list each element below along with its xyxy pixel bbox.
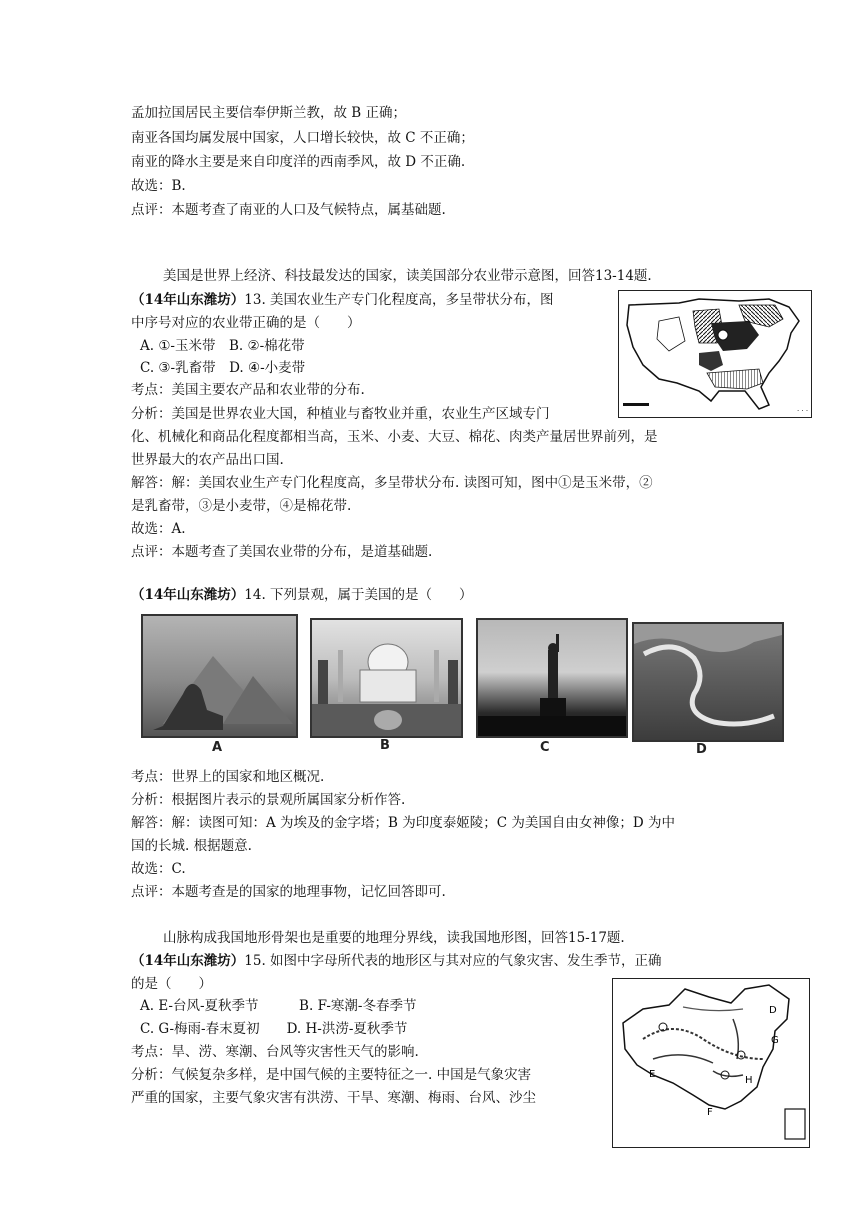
question-source: （14年山东潍坊）	[131, 292, 245, 308]
kaodian-text: 考点：美国主要农产品和农业带的分布.	[131, 382, 365, 398]
dianping-text: 点评：本题考查是的国家的地理事物，记忆回答即可.	[131, 884, 446, 900]
usa-map-drawing	[619, 291, 812, 418]
photo-statue-of-liberty	[476, 618, 628, 738]
photo-taj-mahal	[310, 618, 463, 738]
guxuan-text: 故选：A.	[131, 521, 186, 537]
text-line: 故选：B.	[131, 178, 186, 194]
text-line: 点评：本题考查了南亚的人口及气候特点，属基础题.	[131, 202, 446, 218]
great-wall-drawing	[634, 624, 784, 742]
china-map-drawing	[613, 979, 810, 1148]
map-letter: F	[707, 1107, 713, 1118]
question-text: 14. 下列景观，属于美国的是（ ）	[244, 587, 473, 603]
svg-text:. . .: . . .	[797, 405, 809, 413]
photo-great-wall	[632, 622, 784, 742]
question-source: （14年山东潍坊）	[131, 953, 245, 969]
map-letter: E	[649, 1069, 656, 1080]
fenxi-text: 分析：气候复杂多样，是中国气候的主要特征之一. 中国是气象灾害	[131, 1067, 532, 1083]
fenxi-text: 严重的国家，主要气象灾害有洪涝、干旱、寒潮、梅雨、台风、沙尘	[131, 1090, 536, 1106]
photo-label-d: D	[696, 742, 707, 757]
fenxi-text: 世界最大的农产品出口国.	[131, 452, 284, 468]
fenxi-text: 分析：根据图片表示的景观所属国家分析作答.	[131, 792, 406, 808]
question-text: 中序号对应的农业带正确的是（ ）	[131, 315, 361, 331]
china-terrain-map	[612, 978, 810, 1148]
question-13	[131, 290, 554, 310]
kaodian-text: 考点：世界上的国家和地区概况.	[131, 769, 325, 785]
taj-mahal-drawing	[312, 620, 463, 738]
question-15	[131, 951, 662, 971]
question-text: 13. 美国农业生产专门化程度高，多呈带状分布，图	[244, 292, 554, 308]
intro-text: 山脉构成我国地形骨架也是重要的地理分界线，读我国地形图，回答15-17题.	[163, 930, 625, 946]
pyramid-sphinx-drawing	[143, 616, 298, 738]
question-source: （14年山东潍坊）	[131, 587, 245, 603]
question-options: C. ③-乳畜带 D. ④-小麦带	[140, 360, 306, 376]
usa-agriculture-map	[618, 290, 812, 418]
question-text: 的是（ ）	[131, 976, 212, 992]
fenxi-text: 化、机械化和商品化程度都相当高，玉米、小麦、大豆、棉花、肉类产量居世界前列，是	[131, 429, 658, 445]
question-options: A. ①-玉米带 B. ②-棉花带	[140, 338, 305, 354]
intro-text: 美国是世界上经济、科技最发达的国家，读美国部分农业带示意图，回答13-14题.	[163, 268, 652, 284]
photo-label-b: B	[380, 738, 390, 753]
statue-of-liberty-drawing	[478, 620, 628, 738]
dianping-text: 点评：本题考查了美国农业带的分布，是道基础题.	[131, 544, 433, 560]
text-line: 南亚各国均属发展中国家，人口增长较快，故 C 不正确；	[131, 130, 474, 146]
guxuan-text: 故选：C.	[131, 861, 186, 877]
map-letter: D	[769, 1005, 777, 1016]
photo-label-a: A	[212, 740, 223, 755]
kaodian-text: 考点：旱、涝、寒潮、台风等灾害性天气的影响.	[131, 1044, 419, 1060]
map-letter: H	[745, 1075, 753, 1086]
question-14	[131, 585, 473, 605]
fenxi-text: 分析：美国是世界农业大国，种植业与畜牧业并重，农业生产区域专门	[131, 406, 550, 422]
text-line: 南亚的降水主要是来自印度洋的西南季风，故 D 不正确.	[131, 154, 466, 170]
question-options: C. G-梅雨-春末夏初 D. H-洪涝-夏秋季节	[140, 1021, 408, 1037]
jieda-text: 国的长城. 根据题意.	[131, 838, 252, 854]
question-text: 15. 如图中字母所代表的地形区与其对应的气象灾害、发生季节，正确	[244, 953, 662, 969]
text-line: 孟加拉国居民主要信奉伊斯兰教，故 B 正确；	[131, 105, 407, 121]
jieda-text: 解答：解：美国农业生产专门化程度高，多呈带状分布. 读图可知，图中①是玉米带，②	[131, 475, 653, 491]
photo-label-c: C	[540, 740, 550, 755]
jieda-text: 是乳畜带，③是小麦带，④是棉花带.	[131, 498, 352, 514]
map-letter: G	[771, 1035, 779, 1046]
jieda-text: 解答：解：读图可知：A 为埃及的金字塔；B 为印度泰姬陵；C 为美国自由女神像；D 为中	[131, 815, 675, 831]
photo-sphinx	[141, 614, 298, 738]
question-options: A. E-台风-夏秋季节 B. F-寒潮-冬春季节	[140, 998, 417, 1014]
